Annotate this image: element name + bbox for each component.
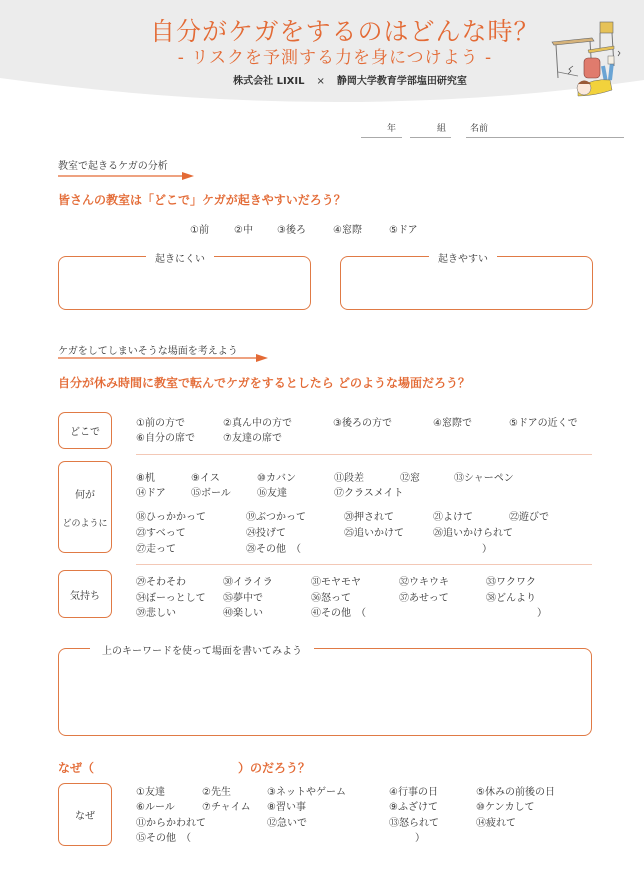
feeling-choice-36: ㊱怒って	[311, 593, 351, 604]
org-lixil: 株式会社 LIXIL	[233, 76, 305, 87]
why-choice-13: ⑬怒られて	[389, 818, 439, 829]
what-choice-9: ⑨イス	[191, 473, 220, 484]
class-input[interactable]	[410, 137, 451, 138]
organizations	[150, 72, 550, 87]
where-choice-7: ⑦友達の席で	[223, 433, 282, 444]
why-choice-2: ②先生	[202, 787, 231, 798]
what-choice-11: ⑪段差	[334, 473, 364, 484]
class-label: 組	[437, 124, 447, 134]
feeling-choice-39: ㊴悲しい	[136, 608, 176, 619]
why-choice-5: ⑤休みの前後の日	[476, 787, 555, 798]
where-choice-2: ②真ん中の方で	[223, 418, 292, 429]
why-choice-15-other[interactable]: ⑮その他 （	[136, 833, 191, 844]
how-choice-28-other[interactable]: ㉘その他 （	[246, 544, 301, 555]
feeling-choice-35: ㉟夢中で	[223, 593, 263, 604]
what-choice-12: ⑫窓	[400, 473, 420, 484]
where-choice-5: ⑤ドアの近くで	[509, 418, 578, 429]
arrow-right-icon	[58, 354, 268, 362]
how-choice-22: ㉒遊びで	[509, 512, 549, 523]
org-shizuoka: 静岡大学教育学部塩田研究室	[336, 76, 467, 87]
likely-box-label: 起きやすい	[429, 250, 497, 265]
year-label: 年	[387, 124, 397, 134]
what-how-label-box	[58, 461, 112, 553]
where-choice-3: ③後ろの方で	[333, 418, 392, 429]
feeling-choice-29: ㉙そわそわ	[136, 577, 186, 588]
feeling-choice-30: ㉚イライラ	[223, 577, 273, 588]
option-back: ③後ろ	[277, 225, 306, 236]
times-sign: ×	[316, 76, 325, 87]
why-choice-7: ⑦チャイム	[202, 802, 251, 813]
unlikely-box-label: 起きにくい	[146, 250, 214, 265]
what-choice-13: ⑬シャーペン	[454, 473, 514, 484]
why-choice-1: ①友達	[136, 787, 165, 798]
where-choice-4: ④窓際で	[433, 418, 472, 429]
backpack-icon	[584, 58, 600, 78]
why-choice-8: ⑧習い事	[267, 802, 306, 813]
how-choice-23: ㉓すべって	[136, 528, 186, 539]
feeling-choice-37: ㊲あせって	[399, 593, 449, 604]
why-label-box	[58, 783, 112, 846]
close-paren: ）	[537, 608, 547, 619]
section1-title: 教室で起きるケガの分析	[58, 161, 168, 172]
feeling-choice-31: ㉛モヤモヤ	[311, 577, 361, 588]
name-input[interactable]	[466, 137, 624, 138]
why-choice-11: ⑪からかわれて	[136, 818, 206, 829]
where-choice-1: ①前の方で	[136, 418, 185, 429]
what-choice-8: ⑧机	[136, 473, 155, 484]
feeling-choice-41-other[interactable]: ㊶その他 （	[311, 608, 366, 619]
feeling-choice-32: ㉜ウキウキ	[399, 577, 449, 588]
why-choice-3: ③ネットやゲーム	[267, 787, 346, 798]
location-options	[190, 221, 418, 236]
how-label: どのように	[62, 518, 108, 529]
why-choice-12: ⑫急いで	[267, 818, 307, 829]
why-answer-input[interactable]	[100, 759, 230, 773]
section1-question: 皆さんの教室は「どこで」ケガが起きやすいだろう？	[58, 193, 346, 207]
section2-title: ケガをしてしまいそうな場面を考えよう	[58, 346, 238, 357]
how-choice-21: ㉑よけて	[433, 512, 473, 523]
how-choice-19: ⑲ぶつかって	[246, 512, 306, 523]
why-choice-6: ⑥ルール	[136, 802, 175, 813]
arrow-right-icon	[58, 172, 194, 180]
how-choice-20: ⑳押されて	[344, 512, 394, 523]
option-middle: ②中	[234, 225, 253, 236]
feeling-choice-34: ㉞ぼーっとして	[136, 593, 206, 604]
feeling-choice-33: ㉝ワクワク	[486, 577, 536, 588]
where-label-box	[58, 412, 112, 449]
where-choice-6: ⑥自分の席で	[136, 433, 195, 444]
close-paren: ）	[482, 544, 492, 555]
where-label: どこで	[70, 427, 100, 438]
scene-writing-label: 上のキーワードを使って場面を書いてみよう	[90, 642, 314, 657]
page-title: 自分がケガをするのはどんな時？	[150, 17, 540, 46]
why-question-left: なぜ（	[58, 761, 95, 775]
divider	[136, 564, 592, 565]
why-choice-4: ④行事の日	[389, 787, 438, 798]
what-choice-15: ⑮ボール	[191, 488, 231, 499]
divider	[136, 454, 592, 455]
feeling-choice-40: ㊵楽しい	[223, 608, 263, 619]
section2-question: 自分が休み時間に教室で転んでケガをするとしたら どのような場面だろう？	[58, 376, 470, 390]
feeling-label: 気持ち	[70, 590, 100, 602]
page-subtitle: - リスクを予測する力を身につけよう -	[177, 48, 493, 68]
option-window: ④窓際	[333, 225, 362, 236]
feeling-choice-38: ㊳どんより	[486, 593, 536, 604]
what-choice-16: ⑯友達	[257, 488, 287, 499]
what-choice-10: ⑩カバン	[257, 473, 296, 484]
why-label: なぜ	[75, 811, 95, 822]
feeling-label-box	[58, 570, 112, 618]
how-choice-25: ㉕追いかけて	[344, 528, 404, 539]
close-paren: ）	[415, 833, 425, 844]
student-falling-illustration	[548, 14, 644, 104]
why-choice-14: ⑭疲れて	[476, 818, 516, 829]
how-choice-24: ㉔投げて	[246, 528, 286, 539]
year-input[interactable]	[361, 137, 402, 138]
what-choice-14: ⑭ドア	[136, 488, 166, 499]
why-choice-10: ⑩ケンカして	[476, 802, 535, 813]
option-door: ⑤ドア	[389, 225, 418, 236]
name-label: 名前	[470, 124, 489, 134]
scene-writing-box[interactable]	[58, 648, 592, 736]
why-question-right: ）のだろう？	[238, 761, 311, 775]
how-choice-18: ⑱ひっかかって	[136, 512, 206, 523]
what-label: 何が	[75, 489, 95, 501]
why-choice-9: ⑨ふざけて	[389, 802, 438, 813]
what-choice-17: ⑰クラスメイト	[334, 488, 404, 499]
how-choice-26: ㉖追いかけられて	[433, 528, 513, 539]
how-choice-27: ㉗走って	[136, 544, 176, 555]
option-front: ①前	[190, 225, 209, 236]
